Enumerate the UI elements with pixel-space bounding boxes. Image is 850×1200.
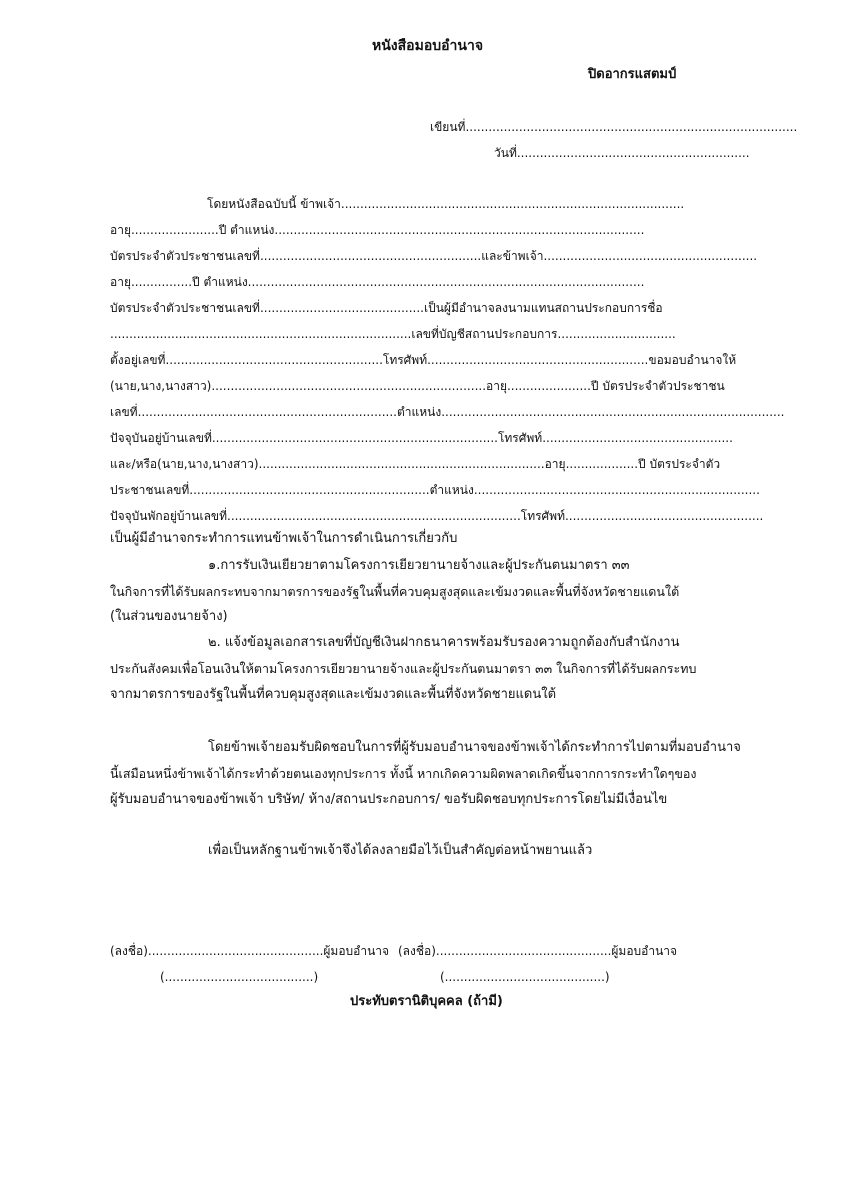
form-line: ...............................................................................เลขที่บัญชีสถานประกอบการ............................... [110,327,676,341]
printed-name-left: (.......................................) [160,970,319,984]
form-line: ปัจจุบันพักอยู่บ้านเลขที่.............................................................................โทรศัพท์.................................................... [110,509,764,523]
form-line: บัตรประจำตัวประชาชนเลขที่..........................................................และข้าพเจ้า........................................................ [110,249,758,263]
form-line: โดยหนังสือฉบับนี้ ข้าพเจ้า.......................................................................................... [207,197,685,211]
form-line: และ/หรือ(นาย,นาง,นางสาว)...........................................................................อายุ...................ปี บัตรประจำตัว [110,457,721,471]
company-seal-note: ประทับตรานิติบุคคล (ถ้ามี) [350,994,503,1009]
form-line: ปัจจุบันอยู่บ้านเลขที่...........................................................................โทรศัพท์.................................................. [110,431,733,445]
responsibility-line: ผู้รับมอบอำนาจของข้าพเจ้า บริษัท/ ห้าง/สถานประกอบการ/ ขอรับผิดชอบทุกประการโดยไม่มีเงื่อนไข [110,792,668,807]
item2-line: ประกันสังคมเพื่อโอนเงินให้ตามโครงการเยียวยานายจ้างและผู้ประกันตนมาตรา ๓๓ ในกิจการที่ได้รับผลกระทบ [110,661,697,676]
document-title: หนังสือมอบอำนาจ [372,38,484,54]
date-field: วันที่............................................................. [494,146,750,160]
responsibility-line: นี้เสมือนหนึ่งข้าพเจ้าได้กระทำด้วยตนเองทุกประการ ทั้งนี้ หากเกิดความผิดพลาดเกิดขึ้นจากการกระทำใดๆของ [110,766,697,781]
form-line: อายุ.......................ปี ตำแหน่ง................................................................................................. [110,223,645,237]
item2-line: จากมาตรการของรัฐในพื้นที่ควบคุมสูงสุดและเข้มงวดและพื้นที่จังหวัดชายแดนใต้ [110,687,557,702]
form-line: เลขที่....................................................................ตำแหน่ง.......................................................................................... [110,405,785,419]
form-line: เป็นผู้มีอำนาจกระทำการแทนข้าพเจ้าในการดำเนินการเกี่ยวกับ [110,531,458,546]
written-at-field: เขียนที่....................................................................................... [430,120,798,134]
responsibility-line: โดยข้าพเจ้ายอมรับผิดชอบในการที่ผู้รับมอบอำนาจของข้าพเจ้าได้กระทำการไปตามที่มอบอำนาจ [208,740,741,755]
form-line: ตั้งอยู่เลขที่.........................................................โทรศัพท์..........................................................ขอมอบอำนาจให้ [110,353,737,367]
form-line: (นาย,นาง,นางสาว)........................................................................อายุ......................ปี บัตรประจำตัวประชาชน [110,379,725,393]
signature-right: (ลงชื่อ)..............................................ผู้มอบอำนาจ [398,944,678,958]
evidence-statement: เพื่อเป็นหลักฐานข้าพเจ้าจึงได้ลงลายมือไว้เป็นสำคัญต่อหน้าพยานแล้ว [208,843,593,858]
item1-line: ๑.การรับเงินเยียวยาตามโครงการเยียวยานายจ้างและผู้ประกันตนมาตรา ๓๓ [208,558,630,573]
item2-line: ๒. แจ้งข้อมูลเอกสารเลขที่บัญชีเงินฝากธนาคารพร้อมรับรองความถูกต้องกับสำนักงาน [208,635,680,650]
printed-name-right: (..........................................) [440,970,610,984]
signature-left: (ลงชื่อ)..............................................ผู้มอบอำนาจ [110,944,390,958]
item1-line: ในกิจการที่ได้รับผลกระทบจากมาตรการของรัฐในพื้นที่ควบคุมสูงสุดและเข้มงวดและพื้นที่จังหวัดชายแดนใต้ [110,584,680,599]
stamp-note: ปิดอากรแสตมป์ [588,67,677,82]
form-line: ประชาชนเลขที่...............................................................ตำแหน่ง........................................................................... [110,483,760,497]
item1-line: (ในส่วนของนายจ้าง) [110,609,228,624]
form-line: อายุ................ปี ตำแหน่ง........................................................................................................ [110,275,645,289]
form-line: บัตรประจำตัวประชาชนเลขที่...........................................เป็นผู้มีอำนาจลงนามแทนสถานประกอบการชื่อ [110,301,663,315]
